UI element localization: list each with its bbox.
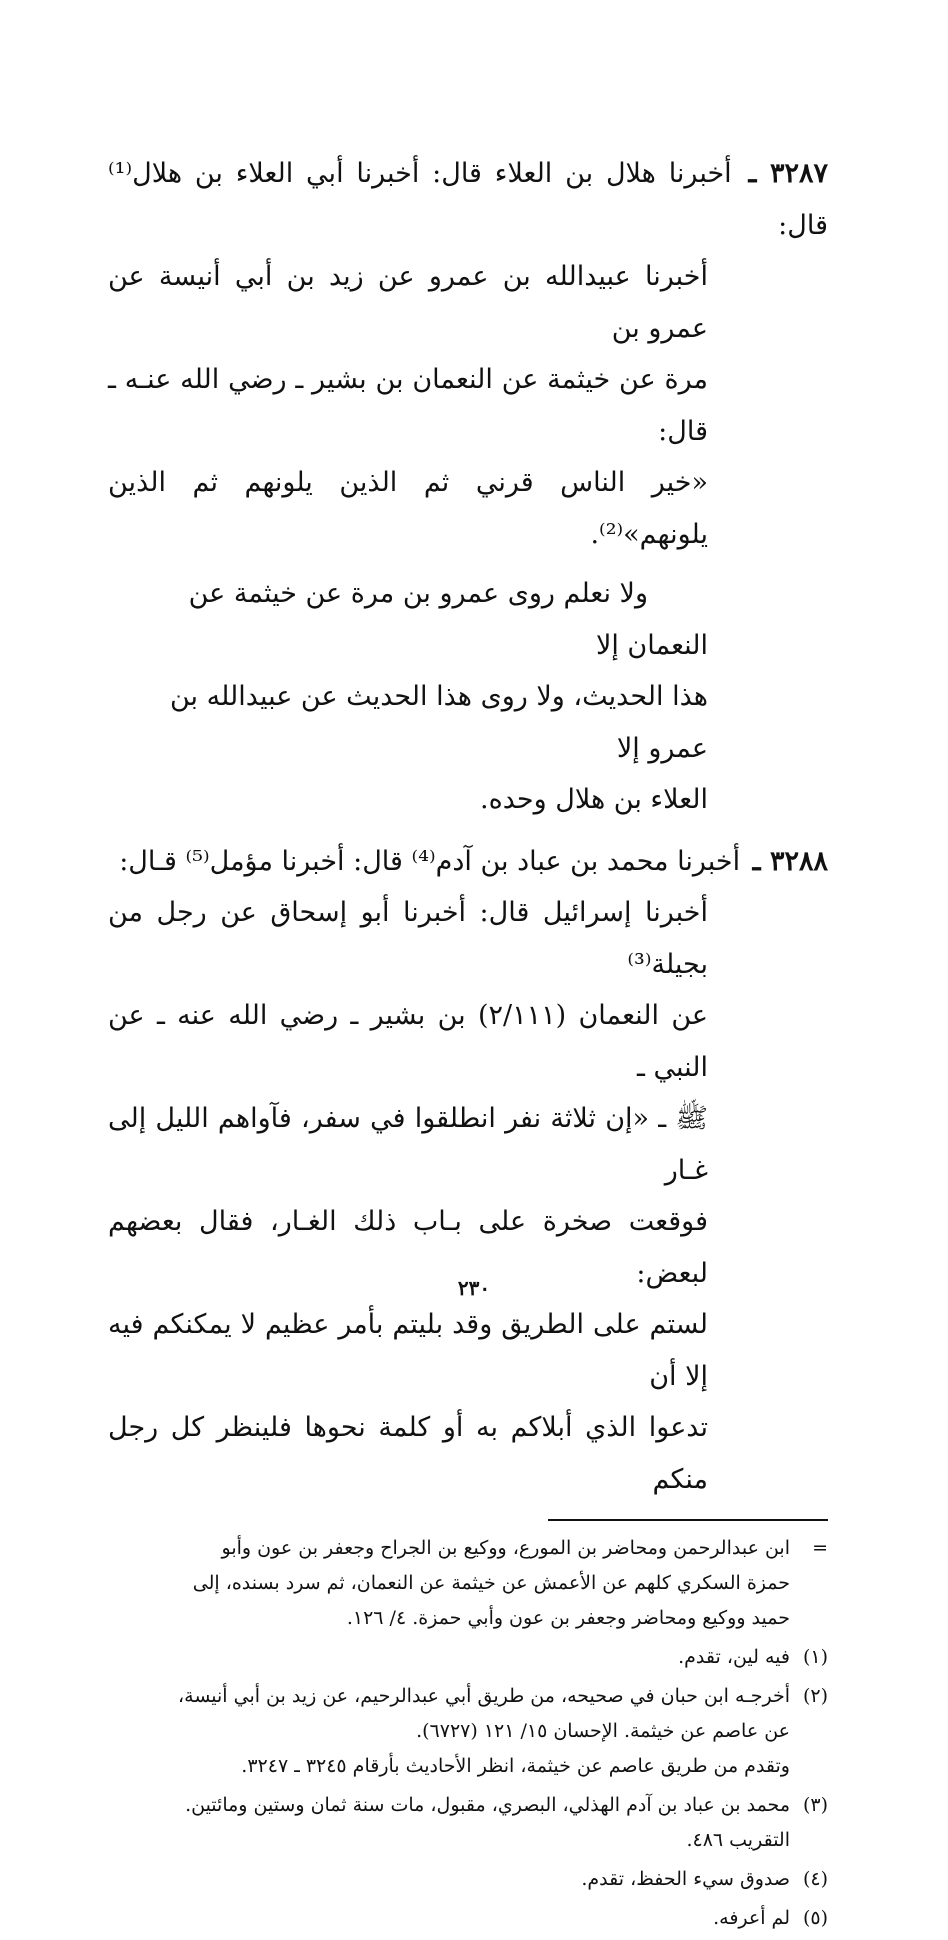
footnote-line: ابن عبدالرحمن ومحاضر بن المورع، ووكيع بن الجراح وجعفر بن عون وأبو — [221, 1537, 790, 1559]
entry-line: تدعوا الذي أبلاكم به أو كلمة نحوها فلينظر كل رجل منكم — [108, 1412, 708, 1495]
footnote-continued — [108, 1531, 828, 1636]
paragraph-line: ولا نعلم روى عمرو بن مرة عن خيثمة عن النعمان إلا — [188, 578, 708, 661]
entry-line: عن النعمان (٢/١١١) بن بشير ـ رضي الله عنه ـ عن النبي ـ — [108, 1000, 708, 1083]
entry-line: ﷺ ـ «إن ثلاثة نفر انطلقوا في سفر، فآواهم الليل إلى غـار — [108, 1103, 708, 1186]
entry-text: أخبرنا هلال بن العلاء قال: أخبرنا أبي العلاء بن هلال⁽¹⁾ قال: — [108, 158, 828, 241]
footnote-mark: (٢) — [802, 1685, 828, 1707]
footnotes — [108, 1531, 828, 1936]
footnote-line: لم أعرفه. — [713, 1907, 790, 1929]
footnote-mark: (٥) — [802, 1907, 828, 1929]
paragraph-line: العلاء بن هلال وحده. — [480, 784, 708, 815]
hadith-entry-3288 — [108, 836, 828, 1506]
entry-line — [108, 836, 828, 888]
entry-number: ٣٢٨٨ ـ — [752, 845, 828, 877]
footnote-line: التقريب ٤٨٦. — [686, 1829, 790, 1851]
footnote-1 — [108, 1640, 828, 1675]
entry-line: مرة عن خيثمة عن النعمان بن بشير ـ رضي الله عنـه ـ قال: — [108, 364, 708, 447]
entry-text: أخبرنا محمد بن عباد بن آدم⁽⁴⁾ قال: أخبرنا مؤمل⁽⁵⁾ قـال: — [119, 845, 741, 877]
footnote-line: عن عاصم عن خيثمة. الإحسان ١٥/ ١٢١ (٦٧٢٧). — [416, 1720, 790, 1742]
footnote-mark: (١) — [802, 1646, 828, 1668]
entry-line: «خير الناس قرني ثم الذين يلونهم ثم الذين يلونهم»⁽²⁾. — [108, 467, 708, 550]
entry-line: لستم على الطريق وقد بليتم بأمر عظيم لا يمكنكم فيه إلا أن — [108, 1309, 708, 1392]
footnote-mark: (٣) — [802, 1794, 828, 1816]
footnote-mark: = — [812, 1537, 828, 1559]
entry-number: ٣٢٨٧ ـ — [748, 158, 828, 189]
footnote-line: صدوق سيء الحفظ، تقدم. — [581, 1868, 790, 1890]
footnote-3 — [108, 1788, 828, 1858]
footnote-divider — [548, 1519, 828, 1521]
footnote-4 — [108, 1862, 828, 1897]
footnote-line: حمزة السكري كلهم عن الأعمش عن خيثمة عن النعمان، ثم سرد بسنده، إلى — [192, 1572, 790, 1594]
entry-line: أخبرنا إسرائيل قال: أخبرنا أبو إسحاق عن رجل من بجيلة⁽³⁾ — [108, 897, 708, 980]
entry-line: أخبرنا عبيدالله بن عمرو عن زيد بن أبي أنيسة عن عمرو بن — [108, 261, 708, 344]
footnote-line: حميد ووكيع ومحاضر وجعفر بن عون وأبي حمزة. ٤/ ١٢٦. — [346, 1607, 790, 1629]
entry-line — [108, 148, 828, 251]
hadith-entry-3287 — [108, 148, 828, 560]
footnote-line: أخرجـه ابن حبان في صحيحه، من طريق أبي عبدالرحيم، عن زيد بن أبي أنيسة، — [178, 1685, 790, 1707]
footnote-5 — [108, 1901, 828, 1936]
commentary-paragraph — [108, 568, 828, 826]
footnote-2 — [108, 1679, 828, 1784]
footnote-line: محمد بن عباد بن آدم الهذلي، البصري، مقبول، مات سنة ثمان وستين ومائتين. — [185, 1794, 790, 1816]
page-number: ٢٣٠ — [457, 1276, 491, 1300]
entry-line: فوقعت صخرة على بـاب ذلك الغـار، فقال بعضهم لبعض: — [108, 1206, 708, 1289]
footnote-line: وتقدم من طريق عاصم عن خيثمة، انظر الأحاديث بأرقام ٣٢٤٥ ـ ٣٢٤٧. — [241, 1755, 790, 1777]
footnote-line: فيه لين، تقدم. — [678, 1646, 790, 1668]
paragraph-line: هذا الحديث، ولا روى هذا الحديث عن عبيدالله بن عمرو إلا — [169, 681, 708, 764]
page-body — [108, 148, 828, 1940]
footnote-mark: (٤) — [802, 1868, 828, 1890]
